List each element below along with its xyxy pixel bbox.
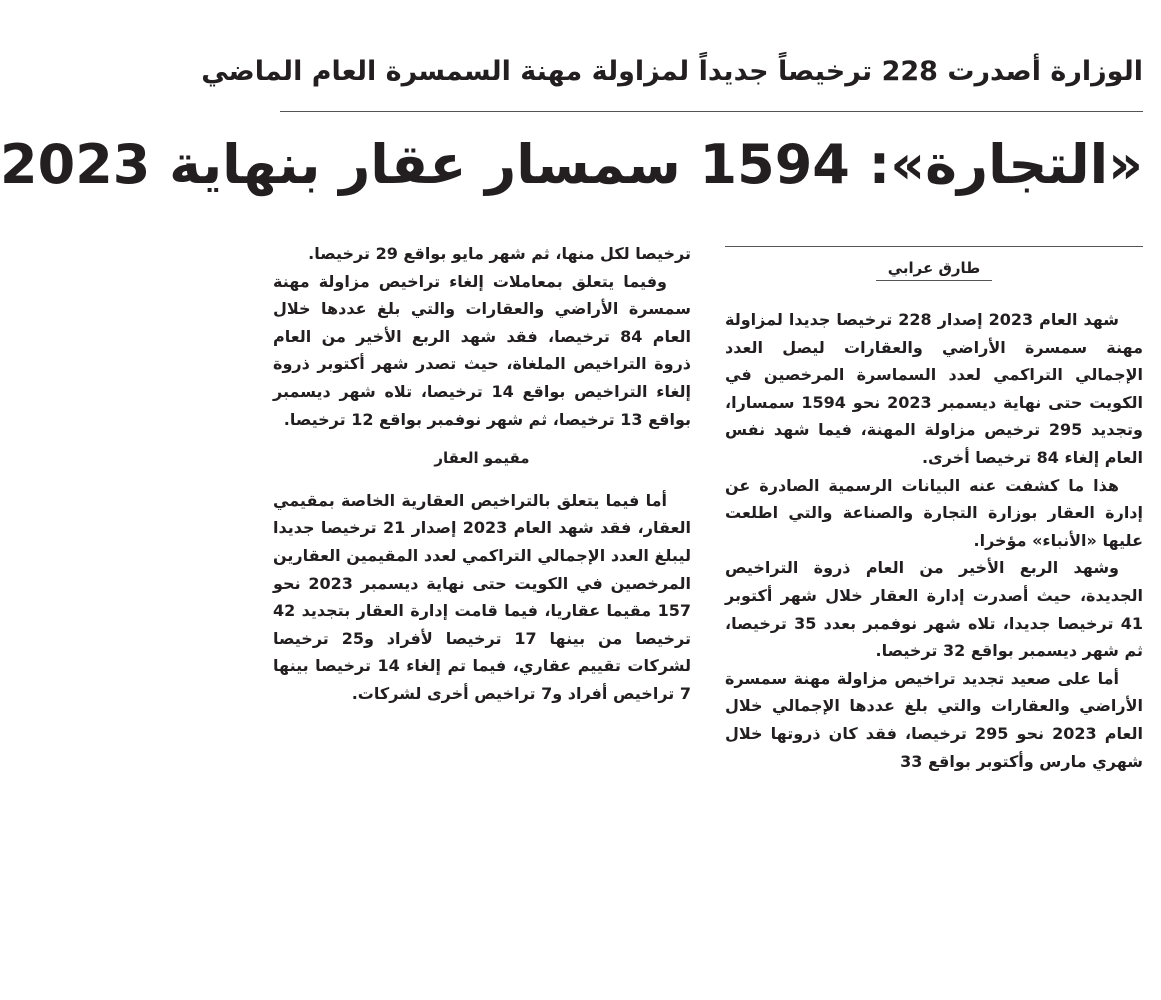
- byline: [725, 256, 1143, 281]
- paragraph: أما فيما يتعلق بالتراخيص العقارية الخاصة بمقيمي العقار، فقد شهد العام 2023 إصدار 21 ترخيصا جديدا ليبلغ العدد الإجمالي التراكمي لعدد المقيمين العقارين المرخصين في الكويت حتى نهاية ديسمبر 2023 نحو 157 مقيما عقاريا، فيما قامت إدارة العقار بتجديد 42 ترخيصا من بينها 17 ترخيصا لأفراد و25 ترخيصا لشركات تقييم عقاري، فيما تم إلغاء 14 ترخيصا بينها 7 تراخيص أفراد و7 تراخيص أخرى لشركات.: [273, 490, 692, 703]
- paragraph: أما على صعيد تجديد تراخيص مزاولة مهنة سمسرة الأراضي والعقارات والتي بلغ عددها الإجمالي خلال العام 2023 نحو 295 ترخيصا، فقد كان ذروتها خلال شهري مارس وأكتوبر بواقع 33: [725, 668, 1144, 771]
- right-column: [725, 306, 1143, 775]
- paragraph: وشهد الربع الأخير من العام ذروة التراخيص الجديدة، حيث أصدرت إدارة العقار خلال شهر أكتوبر 41 ترخيصا جديدا، تلاه شهر نوفمبر بعدد 35 ترخيصا، ثم شهر ديسمبر بواقع 32 ترخيصا.: [725, 558, 1143, 661]
- author-name: طارق عرابي: [876, 256, 993, 281]
- byline-divider: [725, 246, 1143, 247]
- article-kicker: الوزارة أصدرت 228 ترخيصاً جديداً لمزاولة مهنة السمسرة العام الماضي: [201, 56, 1143, 87]
- paragraph: هذا ما كشفت عنه البيانات الرسمية الصادرة عن إدارة العقار بوزارة التجارة والصناعة والتي اطلعت عليها «الأنباء» مؤخرا.: [725, 475, 1143, 550]
- left-column: [273, 240, 691, 708]
- article-headline: «التجارة»: 1594 سمسار عقار بنهاية 2023: [0, 133, 1143, 196]
- subheading: مقيمو العقار: [434, 449, 530, 468]
- paragraph: شهد العام 2023 إصدار 228 ترخيصا جديدا لمزاولة مهنة سمسرة الأراضي والعقارات ليصل العدد الإجمالي التراكمي لعدد السماسرة المرخصين في الكويت حتى نهاية ديسمبر 2023 نحو 1594 سمسارا، وتجديد 295 ترخيص مزاولة المهنة، فيما شهد نفس العام إلغاء 84 ترخيصا أخرى.: [725, 310, 1144, 467]
- paragraph: وفيما يتعلق بمعاملات إلغاء تراخيص مزاولة مهنة سمسرة الأراضي والعقارات والتي بلغ عددها خلال العام 84 ترخيصا، فقد شهد الربع الأخير من العام ذروة التراخيص الملغاة، حيث تصدر شهر أكتوبر ذروة إلغاء التراخيص بواقع 14 ترخيصا، تلاه شهر ديسمبر بواقع 13 ترخيصا، ثم شهر نوفمبر بواقع 12 ترخيصا.: [273, 271, 692, 429]
- paragraph: ترخيصا لكل منها، ثم شهر مايو بواقع 29 ترخيصا.: [308, 244, 691, 263]
- kicker-divider: [280, 111, 1143, 112]
